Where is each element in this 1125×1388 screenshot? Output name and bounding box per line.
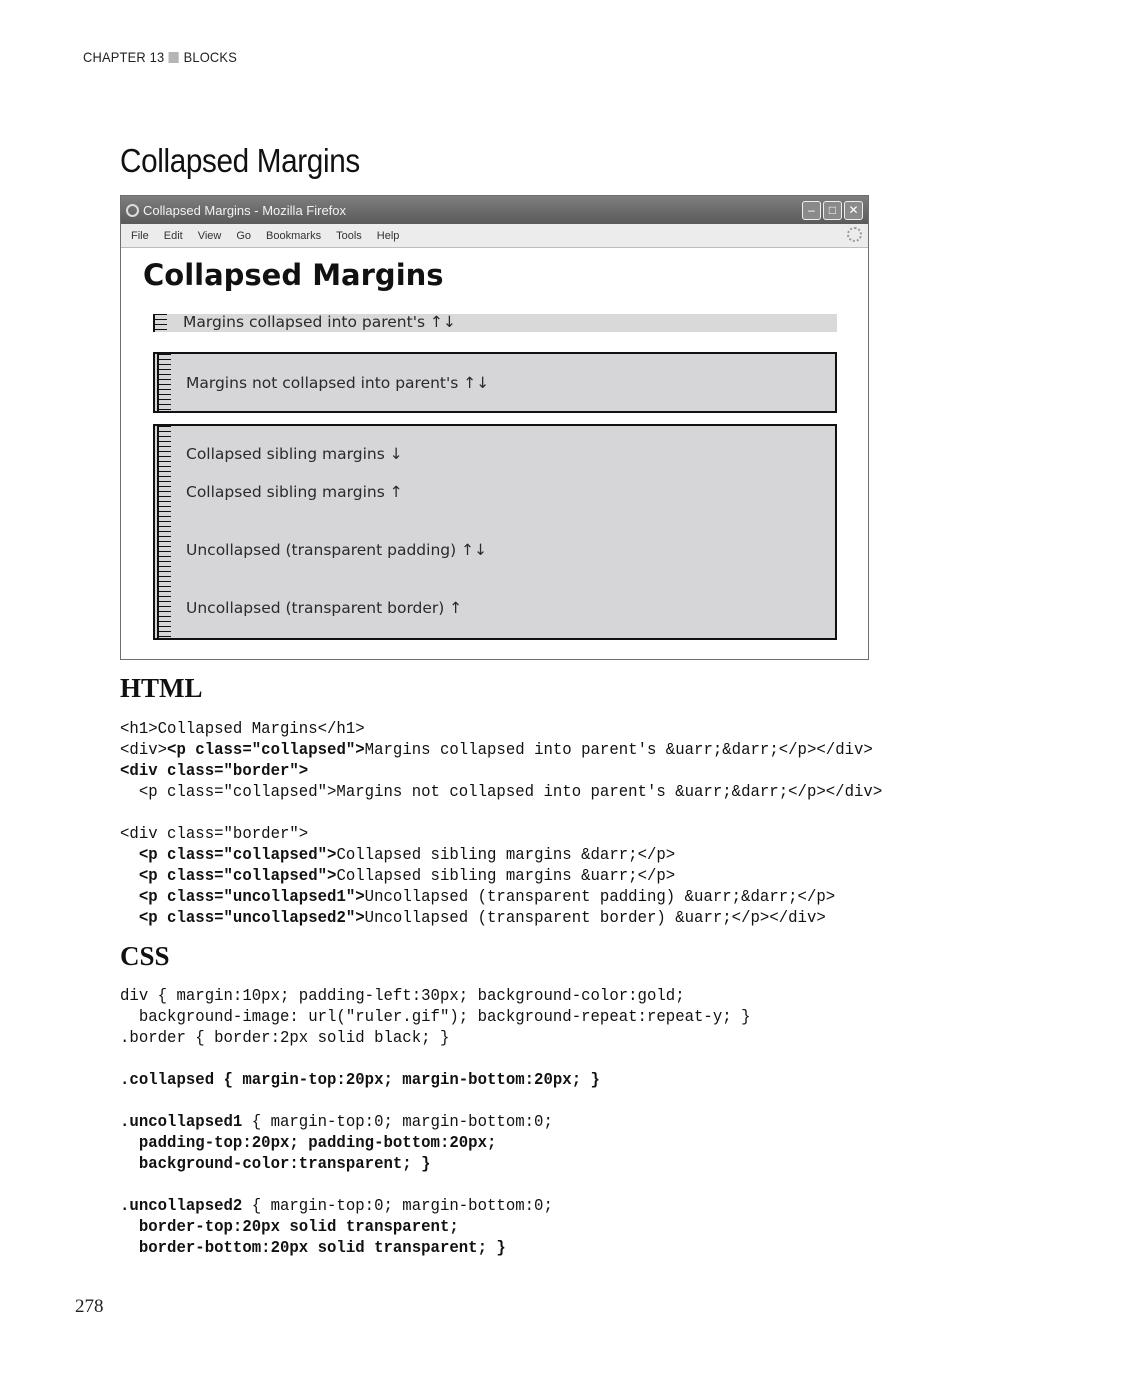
code-segment: { margin-top:0; margin-bottom:0; bbox=[242, 1196, 553, 1215]
code-bold-segment: .uncollapsed2 bbox=[120, 1196, 243, 1215]
demo-paragraph: Margins collapsed into parent's ↑↓ bbox=[183, 313, 456, 331]
code-segment: Uncollapsed (transparent padding) &uarr;&darr;</p> bbox=[364, 887, 836, 906]
ruler-graphic bbox=[157, 426, 177, 638]
code-line bbox=[120, 739, 882, 760]
code-segment: <div class="border"> bbox=[120, 824, 309, 843]
code-bold-segment: <p class="collapsed"> bbox=[138, 866, 337, 885]
demo-div-collapsed bbox=[153, 314, 837, 332]
code-segment: Collapsed sibling margins &uarr;</p> bbox=[336, 866, 676, 885]
demo-paragraph: Collapsed sibling margins ↑ bbox=[186, 483, 403, 501]
code-line bbox=[120, 1132, 750, 1153]
code-bold-segment: .uncollapsed1 bbox=[120, 1112, 243, 1131]
code-bold-segment: border-top:20px solid transparent; bbox=[120, 1217, 459, 1236]
code-line bbox=[120, 844, 882, 865]
code-segment: .border { border:2px solid black; } bbox=[120, 1028, 450, 1047]
code-bold-segment: .collapsed { margin-top:20px; margin-bottom:20px; } bbox=[120, 1070, 600, 1089]
code-line bbox=[120, 1195, 750, 1216]
chapter-label: CHAPTER 13 bbox=[83, 49, 165, 65]
ruler-graphic bbox=[153, 314, 169, 332]
page-number: 278 bbox=[75, 1296, 104, 1317]
firefox-icon bbox=[126, 204, 139, 217]
section-label: BLOCKS bbox=[183, 49, 237, 65]
code-segment: <h1>Collapsed Margins</h1> bbox=[120, 719, 365, 738]
code-line bbox=[120, 1090, 750, 1111]
code-line bbox=[120, 1027, 750, 1048]
code-segment: Margins collapsed into parent's &uarr;&darr;</p></div> bbox=[364, 740, 873, 759]
throbber-icon bbox=[847, 227, 862, 242]
code-line bbox=[120, 1069, 750, 1090]
code-bold-segment: <div class="border"> bbox=[120, 761, 309, 780]
demo-paragraph: Uncollapsed (transparent border) ↑ bbox=[186, 599, 463, 617]
code-bold-segment: <p class="uncollapsed1"> bbox=[138, 887, 365, 906]
code-segment: { margin-top:0; margin-bottom:0; bbox=[242, 1112, 553, 1131]
code-line bbox=[120, 1153, 750, 1174]
code-line bbox=[120, 865, 882, 886]
code-segment: Collapsed sibling margins &darr;</p> bbox=[336, 845, 676, 864]
code-line bbox=[120, 781, 882, 802]
demo-div-siblings bbox=[153, 424, 837, 640]
code-line bbox=[120, 1174, 750, 1195]
menu-bar bbox=[121, 224, 868, 248]
menu-item-file: File bbox=[131, 229, 149, 242]
menu-item-edit: Edit bbox=[163, 229, 183, 242]
close-icon: ✕ bbox=[844, 201, 863, 220]
code-line bbox=[120, 985, 750, 1006]
code-bold-segment: padding-top:20px; padding-bottom:20px; bbox=[120, 1133, 497, 1152]
code-line bbox=[120, 1048, 750, 1069]
minimize-icon: – bbox=[802, 201, 821, 220]
demo-paragraph: Uncollapsed (transparent padding) ↑↓ bbox=[186, 541, 488, 559]
menu-item-help: Help bbox=[376, 229, 400, 242]
code-segment: <div> bbox=[120, 740, 168, 759]
code-segment bbox=[120, 866, 139, 885]
code-line bbox=[120, 823, 882, 844]
code-segment bbox=[120, 887, 139, 906]
ruler-graphic bbox=[157, 354, 177, 411]
code-line bbox=[120, 886, 882, 907]
separator-square-icon bbox=[169, 52, 179, 63]
code-segment: background-image: url("ruler.gif"); background-repeat:repeat-y; } bbox=[120, 1007, 751, 1026]
code-line bbox=[120, 1216, 750, 1237]
menu-item-go: Go bbox=[236, 229, 252, 242]
code-line bbox=[120, 1111, 750, 1132]
css-code-listing bbox=[120, 985, 750, 1258]
code-bold-segment: <p class="collapsed"> bbox=[138, 845, 337, 864]
maximize-icon: □ bbox=[823, 201, 842, 220]
code-bold-segment: border-bottom:20px solid transparent; } bbox=[120, 1238, 506, 1257]
menu-item-view: View bbox=[197, 229, 222, 242]
code-segment bbox=[120, 845, 139, 864]
css-heading: CSS bbox=[120, 941, 170, 971]
browser-window-screenshot bbox=[120, 195, 869, 660]
window-controls bbox=[802, 201, 863, 220]
menu-item-bookmarks: Bookmarks bbox=[266, 229, 322, 242]
code-line bbox=[120, 802, 882, 823]
code-line bbox=[120, 1006, 750, 1027]
browser-content bbox=[121, 248, 868, 660]
code-line bbox=[120, 907, 882, 928]
demo-div-bordered bbox=[153, 352, 837, 413]
code-segment: div { margin:10px; padding-left:30px; background-color:gold; bbox=[120, 986, 685, 1005]
code-line bbox=[120, 1237, 750, 1258]
html-code-listing bbox=[120, 718, 882, 928]
section-title: Collapsed Margins bbox=[120, 142, 360, 179]
code-bold-segment: <p class="uncollapsed2"> bbox=[138, 908, 365, 927]
html-heading: HTML bbox=[120, 673, 203, 703]
rendered-page-heading: Collapsed Margins bbox=[143, 258, 444, 292]
code-bold-segment: background-color:transparent; } bbox=[120, 1154, 431, 1173]
code-segment: <p class="collapsed">Margins not collapsed into parent's &uarr;&darr;</p></div> bbox=[120, 782, 883, 801]
code-segment bbox=[120, 908, 139, 927]
running-head bbox=[83, 49, 237, 65]
code-segment: Uncollapsed (transparent border) &uarr;</p></div> bbox=[364, 908, 826, 927]
demo-paragraph: Collapsed sibling margins ↓ bbox=[186, 445, 403, 463]
menu-item-tools: Tools bbox=[336, 229, 362, 242]
code-bold-segment: <p class="collapsed"> bbox=[167, 740, 365, 759]
code-line bbox=[120, 760, 882, 781]
demo-paragraph: Margins not collapsed into parent's ↑↓ bbox=[186, 374, 490, 392]
code-line bbox=[120, 718, 882, 739]
window-titlebar bbox=[121, 196, 868, 224]
window-title: Collapsed Margins - Mozilla Firefox bbox=[143, 202, 347, 218]
